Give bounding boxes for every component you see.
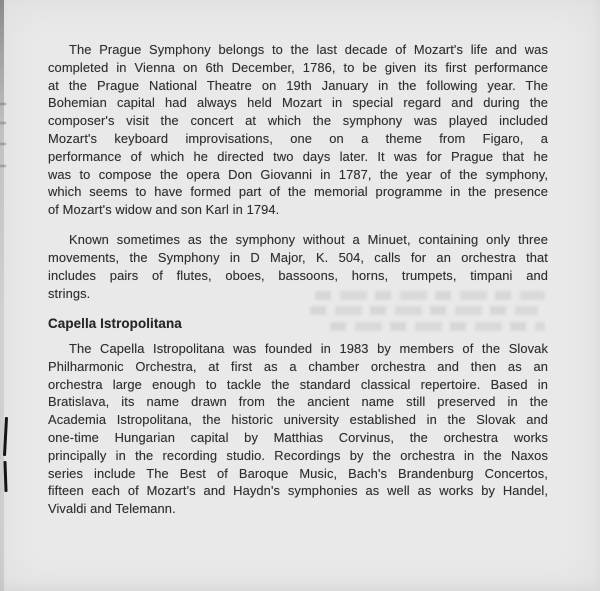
- edge-mark: [0, 122, 6, 124]
- text-line: Academia Istropolitana, the historic university established in the Slovak and: [48, 412, 548, 428]
- text-line: includes pairs of flutes, oboes, bassoons, horns, trumpets, timpani and: [48, 268, 548, 284]
- text-line: Bohemian capital had always held Mozart in special regard and during the: [48, 95, 548, 111]
- scanner-edge-shadow: [0, 0, 4, 591]
- paragraph: [48, 231, 548, 302]
- text-line: The Prague Symphony belongs to the last decade of Mozart's life and was: [69, 42, 548, 57]
- text-line: Philharmonic Orchestra, at first as a chamber orchestra and then as an: [48, 358, 548, 374]
- text-line: orchestra large enough to tackle the standard classical repertoire. Based in: [48, 376, 548, 392]
- text-line: Mozart's keyboard improvisations, one on a theme from Figaro, a: [48, 130, 548, 146]
- section-heading: Capella Istropolitana: [48, 316, 182, 332]
- text-line: Bratislava, its name drawn from the ancient name still preserved in the: [48, 394, 548, 410]
- text-line: at the Prague National Theatre on 19th January in the following year. The: [48, 77, 548, 93]
- edge-mark: [0, 103, 6, 105]
- text-line: series include The Best of Baroque Music, Bach's Brandenburg Concertos,: [48, 465, 548, 481]
- edge-mark: [0, 143, 6, 145]
- text-line: The Capella Istropolitana was founded in 1983 by members of the Slovak: [69, 340, 548, 356]
- ink-mark: [3, 461, 7, 492]
- text-line: one-time Hungarian capital by Matthias Corvinus, the orchestra works: [48, 429, 548, 445]
- ink-mark: [3, 417, 8, 456]
- paragraph: [48, 41, 548, 219]
- edge-mark: [0, 165, 6, 167]
- text-line: composer's visit the concert at which the symphony was played included: [48, 113, 548, 129]
- text-line: was to compose the opera Don Giovanni in 1787, the year of the symphony,: [48, 166, 548, 182]
- text-block: [48, 41, 548, 530]
- text-line: performance of which he directed two days later. It was for Prague that he: [48, 148, 548, 164]
- text-line: completed in Vienna on 6th December, 1786, to be given its first performance: [48, 59, 548, 75]
- text-line: fifteen each of Mozart's and Haydn's symphonies as well as works by Handel,: [48, 483, 548, 499]
- text-line: movements, the Symphony in D Major, K. 504, calls for an orchestra that: [48, 250, 548, 266]
- text-line: of Mozart's widow and son Karl in 1794.: [48, 202, 280, 218]
- text-line: Vivaldi and Telemann.: [48, 501, 176, 517]
- text-line: Known sometimes as the symphony without a Minuet, containing only three: [69, 232, 548, 248]
- text-line: principally in the recording studio. Recordings by the orchestra in the Naxos: [48, 447, 548, 463]
- text-line: strings.: [48, 285, 91, 301]
- paragraph: [48, 340, 548, 518]
- text-line: which seems to have formed part of the memorial programme in the presence: [48, 184, 548, 200]
